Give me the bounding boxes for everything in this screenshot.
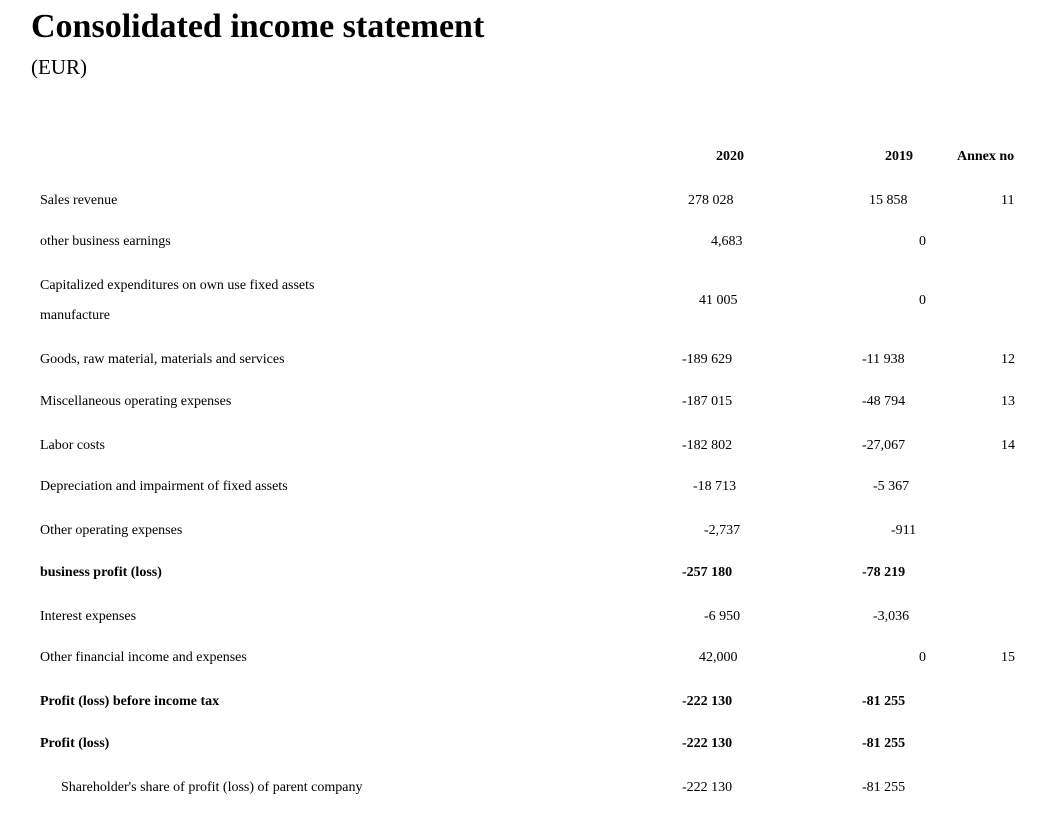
value-2019: -5 367 xyxy=(873,479,910,494)
row-label: Capitalized expenditures on own use fixed assets xyxy=(40,278,315,293)
value-2019: -78 219 xyxy=(862,565,906,580)
value-2020: -182 802 xyxy=(682,438,733,453)
row-label: Goods, raw material, materials and services xyxy=(40,352,285,367)
value-2020: 42,000 xyxy=(699,650,738,665)
value-2019: -81 255 xyxy=(862,780,906,795)
value-2019: -81 255 xyxy=(862,736,906,751)
annex-number: 14 xyxy=(1001,438,1015,453)
row-label: Shareholder's share of profit (loss) of parent company xyxy=(61,780,363,795)
value-2020: -2,737 xyxy=(704,523,741,538)
row-label: Other operating expenses xyxy=(40,523,183,538)
value-2020: 4,683 xyxy=(711,234,743,249)
row-label: Other financial income and expenses xyxy=(40,650,247,665)
row-label: business profit (loss) xyxy=(40,565,162,580)
value-2020: -189 629 xyxy=(682,352,733,367)
value-2019: -11 938 xyxy=(862,352,905,367)
statement-title: Consolidated income statement xyxy=(31,8,485,45)
row-label: Interest expenses xyxy=(40,609,137,624)
value-2019: 0 xyxy=(919,650,926,665)
value-2020: -257 180 xyxy=(682,565,733,580)
row-label: Profit (loss) xyxy=(40,736,110,751)
currency-subtitle: (EUR) xyxy=(31,55,87,79)
value-2019: 0 xyxy=(919,234,926,249)
row-label: other business earnings xyxy=(40,234,171,249)
column-header-2020: 2020 xyxy=(716,149,744,164)
row-label: Sales revenue xyxy=(40,193,118,208)
annex-number: 15 xyxy=(1001,650,1015,665)
value-2020: 278 028 xyxy=(688,193,734,208)
column-header-2019: 2019 xyxy=(885,149,913,164)
value-2019: -48 794 xyxy=(862,394,906,409)
row-label: Labor costs xyxy=(40,438,105,453)
value-2019: -27,067 xyxy=(862,438,906,453)
value-2020: -187 015 xyxy=(682,394,733,409)
value-2020: -222 130 xyxy=(682,736,733,751)
value-2020: -6 950 xyxy=(704,609,741,624)
annex-number: 12 xyxy=(1001,352,1015,367)
value-2019: 15 858 xyxy=(869,193,908,208)
row-label: Miscellaneous operating expenses xyxy=(40,394,232,409)
value-2020: -222 130 xyxy=(682,694,733,709)
value-2020: -222 130 xyxy=(682,780,733,795)
value-2019: 0 xyxy=(919,293,926,308)
row-label-continuation: manufacture xyxy=(40,308,110,323)
value-2019: -911 xyxy=(891,523,917,538)
annex-number: 11 xyxy=(1001,193,1015,208)
annex-number: 13 xyxy=(1001,394,1015,409)
row-label: Profit (loss) before income tax xyxy=(40,694,220,709)
value-2020: -18 713 xyxy=(693,479,737,494)
column-header-annex: Annex no xyxy=(957,149,1015,164)
value-2020: 41 005 xyxy=(699,293,738,308)
value-2019: -3,036 xyxy=(873,609,910,624)
row-label: Depreciation and impairment of fixed assets xyxy=(40,479,288,494)
value-2019: -81 255 xyxy=(862,694,906,709)
